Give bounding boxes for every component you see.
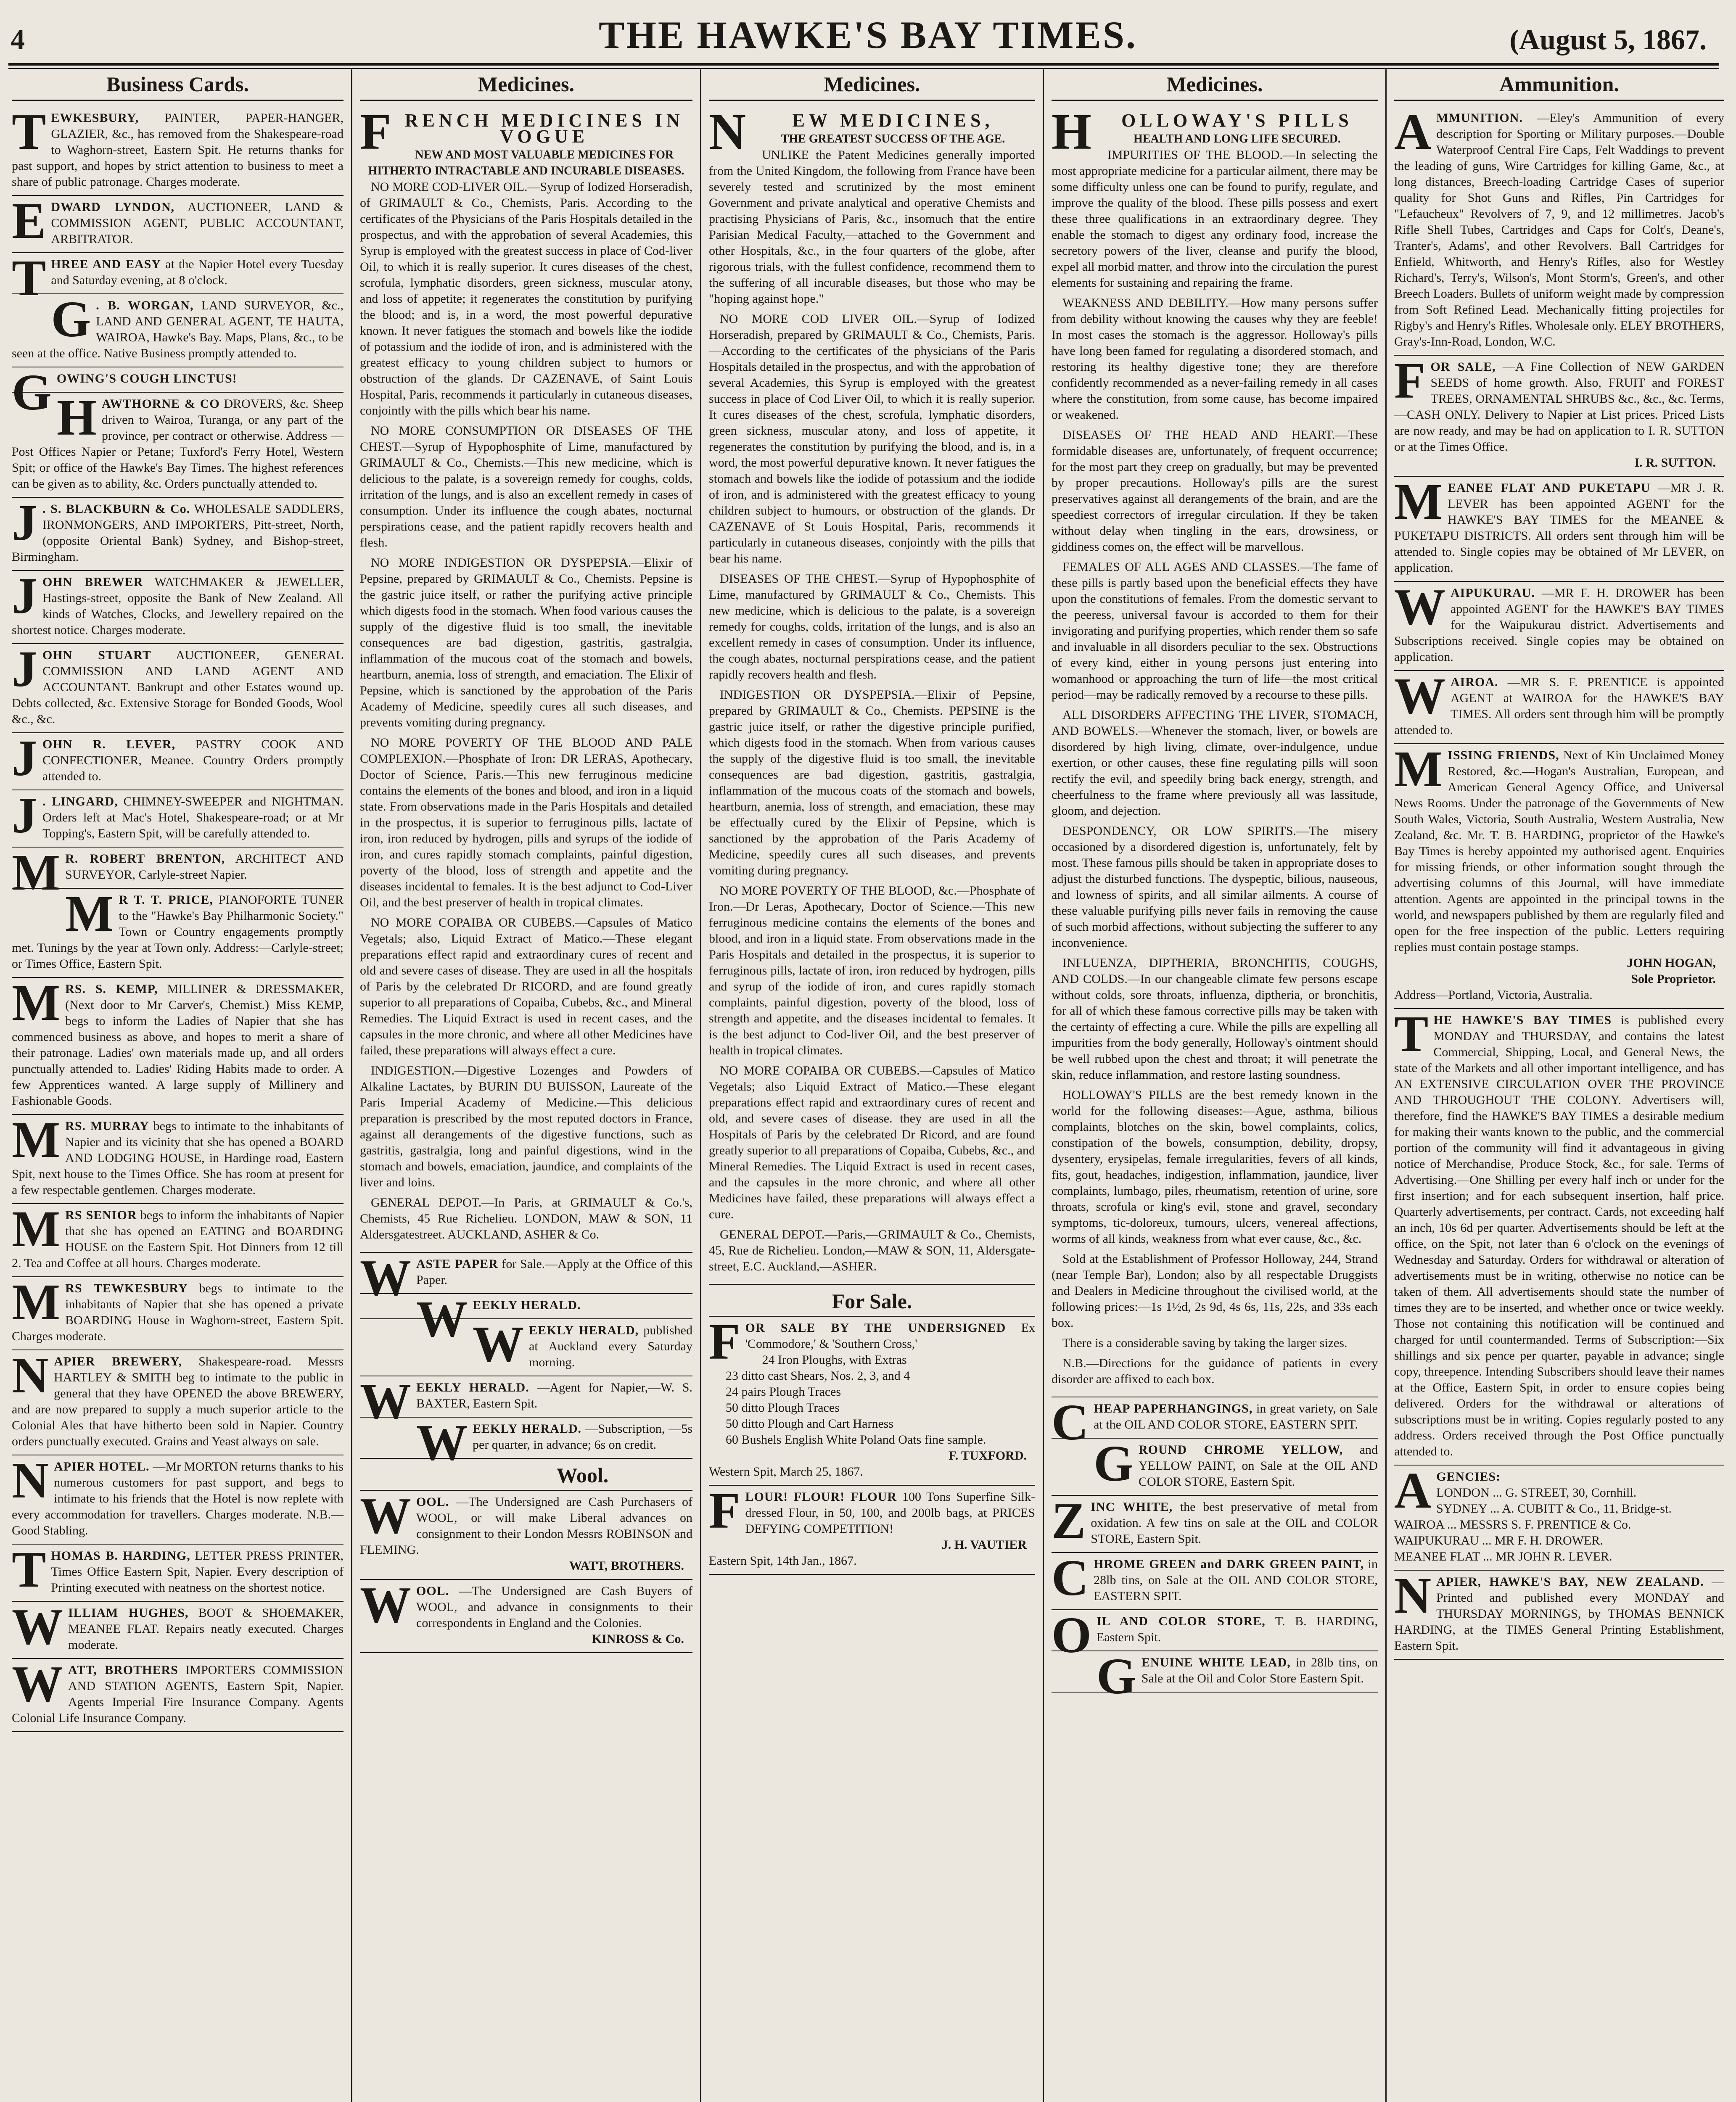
lead-title: RENCH MEDICINES IN VOGUE <box>404 110 684 147</box>
drop-cap: M <box>65 885 114 942</box>
lead-advertisement <box>709 103 1035 1285</box>
drop-cap: C <box>1052 1394 1089 1451</box>
lead-paragraph: INDIGESTION OR DYSPEPSIA.—Elixir of Pepsine, prepared by GRIMAULT & Co., Chemists. PEPSINE is the gastric juice itself, or rather the digestive principle purified, which digests food in the stomach. When from various causes the supply of the digestive fluid is too small, the inevitable consequences are bad digestion, gastritis, gastralgia, inflammation of the mucous coats of the stomach and bowels, heartburn, anemia, loss of strength, and emaciation, these may be effectually cured by the Elixir of Pepsine, which is sanctioned by the approbation of the Paris Academy of Medicine, speedily cures all such diseases, and prevents vomiting during pregnancy. <box>709 688 1035 877</box>
ad-body: AUCTIONEER, GENERAL COMMISSION AND LAND AGENT AND ACCOUNTANT. Bankrupt and other Estates wound up. Debts collected, &c. Extensive Storage for Bonded Goods, Wool &c., &c. <box>12 648 344 726</box>
ad-footer: Western Spit, March 25, 1867. <box>709 1465 863 1479</box>
ad-headline: OHN STUART <box>42 648 151 662</box>
drop-cap: F <box>709 1313 740 1370</box>
ad-headline: GENCIES: <box>1436 1470 1501 1484</box>
advertisement <box>360 1373 692 1430</box>
advertisement <box>12 568 344 644</box>
drop-cap: H <box>1052 103 1091 160</box>
ad-headline: OOL. <box>416 1495 449 1509</box>
ad-signature: WATT, BROTHERS. <box>569 1559 684 1573</box>
ad-list-item: 50 ditto Plough Traces <box>726 1401 840 1415</box>
drop-cap: G <box>12 364 52 421</box>
ad-headline: DWARD LYNDON, <box>51 200 175 214</box>
ad-body: MILLINER & DRESSMAKER, (Next door to Mr Carver's, Chemist.) Miss KEMP, begs to inform the Ladies of Napier that she has commenced business as above, and hopes to merit a share of their patronage. Ladies' own materials made up, and all orders punctually attended to. Ladies' Riding Habits made to order. A few Apprentices wanted. A large supply of Millinery and Fashionable Goods. <box>12 982 344 1108</box>
agency-line: SYDNEY ... A. CUBITT & Co., 11, Bridge-st. <box>1436 1502 1672 1516</box>
ad-body: DROVERS, &c. Sheep driven to Wairoa, Turanga, or any part of the province, per contract or otherwise. Address —Post Offices Napier or Petane; Tuxford's Ferry Hotel, Western Spit; or office of the Hawke's Bay Times. The highest references can be given as to ability, &c. Orders punctually attended to. <box>12 397 344 491</box>
lead-paragraph: NO MORE POVERTY OF THE BLOOD AND PALE COMPLEXION.—Phosphate of Iron: DR LERAS, Apothecary, Doctor of Science, Paris.—This new ferruginous medicine contains the elements of the bones and blood, and iron in a liquid state. From observations made in the Paris Hospitals and detailed in the prospectus, it is superior to ferruginous pills, lactate of iron, iron reduced by hydrogen, pills and syrups of the iodide of iron, and cures rapidly stomach complaints, painful digestion, poverty of the blood, loss of strength and appetite and the diseases incidental to females. It is the best adjunct to Cod-Liver Oil, and the best preserver of health in tropical climates. <box>360 736 692 909</box>
agency-line: WAIROA ... MESSRS S. F. PRENTICE & Co. <box>1394 1518 1631 1532</box>
drop-cap: W <box>360 1373 411 1430</box>
advertisement <box>1394 578 1725 671</box>
drop-cap: M <box>12 1112 61 1168</box>
ad-body: Ex 'Commodore,' & 'Southern Cross,' <box>745 1321 1036 1351</box>
advertisement <box>12 1347 344 1455</box>
advertisement <box>1394 473 1725 582</box>
ad-body: in great variety, on Sale at the OIL AND COLOR STORE, EASTERN SPIT. <box>1094 1402 1378 1431</box>
ad-body: in 28lb tins, on Sale at the Oil and Color Store Eastern Spit. <box>1141 1656 1378 1685</box>
ad-body: published at Auckland every Saturday morning. <box>529 1323 692 1369</box>
ad-headline: HROME GREEN and DARK GREEN PAINT, <box>1094 1557 1364 1571</box>
advertisement <box>360 1487 692 1580</box>
advertisement <box>1052 1648 1378 1705</box>
lead-subtitle: HEALTH AND LONG LIFE SECURED. <box>1133 132 1341 145</box>
drop-cap: M <box>1394 473 1443 530</box>
ad-body: at the Napier Hotel every Tuesday and Saturday evening, at 8 o'clock. <box>51 257 344 287</box>
column-heading: Medicines. <box>360 69 692 101</box>
ad-headline: HEAP PAPERHANGINGS, <box>1094 1402 1253 1415</box>
drop-cap: W <box>473 1316 524 1373</box>
lead-paragraph: NO MORE COPAIBA OR CUBEBS.—Capsules of Matico Vegetals; also Liquid Extract of Matico.—These elegant preparations effect rapid and extraordinary cures of recent and old, and severe cases of disease. they are used in all the Hospitals of Paris by the celebrated Dr Ricord, and are found greatly superior to all preparations of Copaiba, Cubebs, &c., and Mineral Remedies. The Liquid Extract is used in recent cases, and the capsules in the more chronic, and where all other Medicines have failed, these preparations will always effect a cure. <box>709 1064 1035 1221</box>
ad-headline: ROUND CHROME YELLOW, <box>1139 1443 1343 1457</box>
advertisement <box>709 1482 1036 1575</box>
drop-cap: J <box>12 641 37 697</box>
ad-body: —Eley's Ammunition of every description for Sporting or Military purposes.—Double Waterproof Central Fire Caps, Felt Waddings to prevent the leading of guns, Wire Cartridges for killing Game, &c., at long distances, Breech-loading Cartridge Cases of superior quality for Shot Guns and Rifles, Pin Cartridges for "Lefaucheux" Revolvers of 7, 9, and 12 millimetres. Jacob's Rifle Shell Tubes, Cartridges and Caps for Colt's, Deane's, Tranter's, Adams', and other Revolvers. Ball Cartridges for Enfield, Whitworth, and Henry's Rifles, also for Westley Richard's, Terry's, Wilson's, Mont Storm's, Green's, and other Breech Loaders. Bullets of uniform weight made by compression from Soft Refined Lead. Mechanically fitting projectiles for Rigby's and Henry's Rifles. Wholesale only. ELEY BROTHERS, Gray's-Inn-Road, London, W.C. <box>1394 111 1725 349</box>
lead-paragraph: UNLIKE the Patent Medicines generally imported from the United Kingdom, the following from France have been severely tested and scrutinized by the most eminent Government and private analytical and operative Chemists and practising Physicians of Paris, &c., insomuch that the entire Parisian Medical Faculty,—attached to the Government and other Hospitals, &c., in the four quarters of the globe, after rigorous trials, with the fullest confidence, recommend them to the suffering of all incurable diseases, but those who may be "hoping against hope." <box>709 148 1035 306</box>
advertisement <box>1052 1550 1378 1610</box>
lead-paragraph: INDIGESTION.—Digestive Lozenges and Powders of Alkaline Lactates, by BURIN DU BUISSON, Laureate of the Paris Imperial Academy of Medicine.—This delicious preparation is prescribed by the most reputed doctors in France, against all derangements of the digestive functions, such as gastritis, gastralgia, long and painful digestions, wind in the stomach and bowels, emaciation, jaundice, and complaints of the liver and loins. <box>360 1064 692 1189</box>
ad-headline: RS TEWKESBURY <box>65 1281 188 1295</box>
drop-cap: W <box>12 1656 63 1712</box>
page-title: THE HAWKE'S BAY TIMES. <box>599 13 1137 56</box>
column-business-cards <box>4 69 351 2102</box>
ad-body: —MR J. R. LEVER has been appointed AGENT for the HAWKE'S BAY TIMES for the MEANEE & PUKETAPU DISTRICTS. All orders sent through him will be attended to. Single copies may be obtained of Mr LEVER, on application. <box>1394 481 1725 575</box>
ad-body: ARCHITECT AND SURVEYOR, Carlyle-street Napier. <box>65 852 344 882</box>
ad-headline: EEKLY HERALD, <box>529 1323 639 1337</box>
ad-body: —Mr MORTON returns thanks to his numerous customers for past support, and begs to intimate to his friends that the Hotel is now replete with every accommodation for travellers. Charges moderate. N.B.—Good Stabling. <box>12 1460 344 1537</box>
advertisement <box>1052 1492 1378 1553</box>
column-medicines-3 <box>1043 69 1385 2102</box>
ad-headline: EEKLY HERALD. <box>473 1422 582 1436</box>
ad-body: BOOT & SHOEMAKER, MEANEE FLAT. Repairs neatly executed. Charges moderate. <box>68 1606 344 1652</box>
ad-headline: HREE AND EASY <box>51 257 161 271</box>
ad-body: —A Fine Collection of NEW GARDEN SEEDS of home growth. Also, FRUIT and FOREST TREES, ORNAMENTAL SHRUBS &c., &c., &c. Terms,—CASH ONLY. Delivery to Napier at List prices. Priced Lists are now ready, and may be had on application to I. R. SUTTON or at the Times Office. <box>1394 360 1725 454</box>
section-heading-for-sale: For Sale. <box>709 1285 1035 1317</box>
ad-headline: ATT, BROTHERS <box>68 1663 178 1677</box>
advertisement <box>1394 1567 1724 1660</box>
masthead-rule-thin <box>8 68 1719 69</box>
agency-line: LONDON ... G. STREET, 30, Cornhill. <box>1436 1486 1637 1500</box>
drop-cap: T <box>12 250 46 306</box>
ad-headline: HOMAS B. HARDING, <box>51 1549 190 1563</box>
ad-headline: EWKESBURY, <box>51 111 139 125</box>
ad-headline: APIER, HAWKE'S BAY, NEW ZEALAND. <box>1436 1575 1704 1589</box>
ad-headline: OR SALE, <box>1430 360 1496 374</box>
ad-body: —MR F. H. DROWER has been appointed AGENT for the HAWKE'S BAY TIMES for the Waipukurau district. Advertisements and Subscriptions received. Single copies may be obtained on application. <box>1394 586 1725 664</box>
ad-headline: RS SENIOR <box>65 1208 137 1222</box>
section-heading-wool: Wool. <box>360 1459 692 1491</box>
drop-cap: J <box>12 730 37 787</box>
ad-headline: APIER BREWERY, <box>54 1355 182 1368</box>
drop-cap: W <box>416 1291 468 1347</box>
ad-headline: AIPUKURAU. <box>1451 586 1535 600</box>
lead-paragraph: DESPONDENCY, OR LOW SPIRITS.—The misery occasioned by a disordered digestion is, unfortunately, felt by most. These famous pills should be taken in appropriate doses to adjust the disturbed functions. The dyspeptic, bilious, nauseous, and lowness of spirits, and all similar ailments. A course of these valuable purifying pills never fails in removing the cause of such morbid affections, without subjecting the sufferer to any inconvenience. <box>1052 824 1378 950</box>
ad-body: for Sale.—Apply at the Office of this Paper. <box>416 1257 693 1287</box>
drop-cap: M <box>12 1201 61 1257</box>
column-medicines-2 <box>700 69 1043 2102</box>
column-ammunition <box>1385 69 1732 2102</box>
ad-headline: HE HAWKE'S BAY TIMES <box>1433 1013 1612 1027</box>
ad-body: and YELLOW PAINT, on Sale at the OIL AND COLOR STORE, Eastern Spit. <box>1139 1443 1378 1489</box>
ad-headline: LOUR! FLOUR! FLOUR <box>745 1490 897 1504</box>
drop-cap: T <box>12 1541 46 1598</box>
issue-date: (August 5, 1867. <box>1509 24 1707 55</box>
ad-body: —MR S. F. PRENTICE is appointed AGENT at WAIROA for the HAWKE'S BAY TIMES. All orders sent through him will be promptly attended to. <box>1394 675 1725 737</box>
ad-headline: R. ROBERT BRENTON, <box>65 852 225 866</box>
ad-body: 100 Tons Superfine Silk-dressed Flour, in 50, 100, and 200lb bags, at PRICES DEFYING COMPETITION! <box>745 1490 1036 1536</box>
column-heading: Ammunition. <box>1394 69 1724 101</box>
advertisement <box>1394 668 1725 744</box>
drop-cap: E <box>12 193 46 249</box>
lead-paragraph: GENERAL DEPOT.—In Paris, at GRIMAULT & Co.'s, Chemists, 45 Rue Richelieu. LONDON, MAW & SON, 11 Aldersgatestreet. AUCKLAND, ASHER & Co. <box>360 1196 692 1241</box>
ad-signature: I. R. SUTTON. <box>1634 456 1716 470</box>
ad-body: is published every MONDAY and THURSDAY, and contains the latest Commercial, Shipping, Local, and General News, the state of the Markets and all other important intelligence, and has AN EXTENSIVE CIRCULATION OVER THE PROVINCE AND THROUGHOUT THE COLONY. Advertisers will, therefore, find the HAWKE'S BAY TIMES a desirable medium for making their wants known to the public, and the commercial portion of the community will find it advantageous in giving notice of Merchandise, Produce Stock, &c., for sale. Terms of Advertising.—One Shilling per every half inch or under for the first insertion; and for each subsequent insertion, half price. Quarterly advertisements, per contract. Cards, not exceeding half an inch, 10s 6d per quarter. Advertisements should be left at the office, on the Spit, not later than 6 o'clock on the evenings of Wednesday and Saturday. Orders for withdrawal or alteration of advertisements must be in writing, otherwise no notice can be taken of them. All advertisements should state the number of times they are to be inserted, and whether once or twice weekly. Those not containing this notification will be continued and charged for until countermanded. Terms of Subscription:—Six shillings and six pence per quarter, payable in advance; single copy, threepence. Intending Subscribers should leave their names at the Office, Eastern Spit, in order to ensure copies being delivered. Orders for the withdrawal or alterations of subscriptions must be in writing. Copies regularly posted to any address. Orders received through the Post Office punctually attended to. <box>1394 1013 1725 1458</box>
ad-headline: OWING'S COUGH LINCTUS! <box>56 372 237 386</box>
drop-cap: M <box>1394 741 1443 797</box>
ad-body: CHIMNEY-SWEEPER and NIGHTMAN. Orders left at Mac's Hotel, Shakespeare-road; or at Mr Topping's, Eastern Spit, will be carefully attended to. <box>42 795 344 840</box>
ad-headline: . LINGARD, <box>42 795 118 808</box>
drop-cap: N <box>12 1452 49 1509</box>
ad-headline: RS. MURRAY <box>65 1119 149 1133</box>
ad-body: PIANOFORTE TUNER to the "Hawke's Bay Philharmonic Society." Town or Country engagements promptly met. Tunings by the year at Town only. Address:—Carlyle-street; or Times Office, Eastern Spit. <box>12 893 344 971</box>
masthead <box>0 0 1736 63</box>
ad-headline: R T. T. PRICE, <box>119 893 213 907</box>
ad-body: in 28lb tins, on Sale at the OIL AND COLOR STORE, EASTERN SPIT. <box>1094 1557 1378 1603</box>
ad-signature: J. H. VAUTIER <box>941 1538 1027 1552</box>
ad-body: WHOLESALE SADDLERS, IRONMONGERS, AND IMPORTERS, Pitt-street, North, (opposite Oriental Bank) Sydney, and Bishop-street, Birmingham. <box>12 502 344 564</box>
advertisement <box>12 1112 344 1204</box>
advertisement <box>12 494 344 571</box>
drop-cap: N <box>709 103 746 160</box>
drop-cap: W <box>360 1576 411 1633</box>
ad-signature-title: Sole Proprietor. <box>1631 972 1716 986</box>
drop-cap: W <box>360 1249 411 1306</box>
ad-body: the best preservative of metal from oxidation. A few tins on sale at the OIL and COLOR STORE, Eastern Spit. <box>1091 1500 1378 1546</box>
drop-cap: M <box>12 974 61 1031</box>
ad-body: PAINTER, PAPER-HANGER, GLAZIER, &c., has removed from the Shakespeare-road to Waghorn-street, Eastern Spit. He returns thanks for past support, and hopes by strict attention to business to meet a share of public patronage. Charges moderate. <box>12 111 344 189</box>
lead-paragraph: INFLUENZA, DIPTHERIA, BRONCHITIS, COUGHS, AND COLDS.—In our changeable climate few persons escape without colds, sore throats, influenza, diptheria, or bronchitis, for all of which these famous corrective pills may be taken with the certainty of effecting a cure. While the pills are expelling all impurities from the body generally, Holloway's ointment should be well rubbed upon the chest and throat; it will penetrate the skin, reduce inflammation, and restore lasting soundness. <box>1052 956 1378 1082</box>
ad-body: begs to intimate to the inhabitants of Napier and its vicinity that she has opened a BOARD AND LODGING HOUSE, in Hardinge road, Eastern Spit, next house to the Times Office. She has room at present for a few respectable gentlemen. Charges moderate. <box>12 1119 344 1197</box>
ad-headline: EANEE FLAT AND PUKETAPU <box>1448 481 1651 495</box>
ad-headline: INC WHITE, <box>1091 1500 1173 1514</box>
ad-headline: MMUNITION. <box>1436 111 1523 125</box>
drop-cap: N <box>1394 1567 1432 1624</box>
drop-cap: Z <box>1052 1492 1086 1549</box>
ad-headline: EEKLY HERALD. <box>416 1381 529 1394</box>
advertisement <box>12 641 344 733</box>
drop-cap: J <box>12 568 37 624</box>
advertisement <box>709 1313 1036 1486</box>
lead-subtitle: THE GREATEST SUCCESS OF THE AGE. <box>781 132 1005 145</box>
lead-paragraph: Sold at the Establishment of Professor Holloway, 244, Strand (near Temple Bar), London; also by all respectable Druggists and Dealers in Medicine throughout the civilised world, at the following prices:—1s 1½d, 2s 9d, 4s 6s, 11s, 22s, and 33s each box. <box>1052 1252 1378 1330</box>
ad-headline: IL AND COLOR STORE, <box>1096 1614 1266 1628</box>
advertisement <box>1394 1462 1724 1571</box>
ad-headline: ASTE PAPER <box>416 1257 498 1271</box>
drop-cap: M <box>12 1274 61 1331</box>
drop-cap: O <box>1052 1607 1091 1664</box>
column-medicines-1 <box>351 69 700 2102</box>
ad-body: Shakespeare-road. Messrs HARTLEY & SMITH beg to intimate to the public in general that they have OPENED the above BREWERY, and are now prepared to supply a much superior article to the Colonial Ales that have hitherto been sold in Napier. Country orders punctually executed. Grains and Yeast always on sale. <box>12 1355 344 1448</box>
ad-headline: . S. BLACKBURN & Co. <box>42 502 190 516</box>
lead-paragraph: NO MORE COD-LIVER OIL.—Syrup of Iodized Horseradish, of GRIMAULT & Co., Chemists, Paris. According to the certificates of the Physicians of the Paris Hospitals detailed in the prospectus, and with the approbation of several Academies, this Syrup is employed with the greatest success in place of Cod-liver Oil, to which it is really superior. It cures diseases of the chest, scrofula, lymphatic disorders, green sickness, muscular atony, and loss of appetite; it regenerates the constitution by purifying the blood; and is, in a word, the most powerful depurative known. It never fatigues the stomach and bowels like the iodide of potassium and the iodide of iron, and is administered with the greatest efficacy to young children subject to humors or obstruction of the glands. Dr CAZENAVE, of Saint Louis Hospital, Paris, recommends it particularly in cutaneous diseases, conjointly with the pills which bear his name. <box>360 180 692 417</box>
drop-cap: W <box>1394 578 1445 635</box>
advertisement <box>12 885 344 978</box>
ad-body: IMPORTERS COMMISSION AND STATION AGENTS, Eastern Spit, Napier. Agents Imperial Fire Insurance Company. Agents Colonial Life Insurance Company. <box>12 1663 344 1725</box>
advertisement <box>12 730 344 790</box>
ad-body: LAND SURVEYOR, &c., LAND AND GENERAL AGENT, TE HAUTA, WAIROA, Hawke's Bay. Maps, Plans, &c., to be seen at the office. Native Business promptly attended to. <box>12 298 344 360</box>
drop-cap: F <box>360 103 391 160</box>
ad-body: AUCTIONEER, LAND & COMMISSION AGENT, PUBLIC ACCOUNTANT, ARBITRATOR. <box>51 200 344 246</box>
ad-body: —The Undersigned are Cash Buyers of WOOL, and advance in consignments to their correspondents in England and the Colonies. <box>416 1584 692 1630</box>
ad-body: —Printed and published every MONDAY and THURSDAY MORNINGS, by THOMAS BENNICK HARDING, at the TIMES General Printing Establishment, Eastern Spit. <box>1394 1575 1724 1653</box>
drop-cap: W <box>1394 668 1445 724</box>
lead-advertisement <box>1052 103 1378 1397</box>
ad-headline: AIROA. <box>1451 675 1498 689</box>
drop-cap: W <box>12 1598 63 1655</box>
lead-paragraph: HOLLOWAY'S PILLS are the best remedy known in the world for the following diseases:—Ague, asthma, bilious complaints, blotches on the skin, bowel complaints, colics, constipation of the bowels, consumption, debility, dropsy, dysentery, erysipelas, female irregularities, fevers of all kinds, fits, gout, headaches, indigestion, inflammation, jaundice, liver complaints, lumbago, piles, rheumatism, retention of urine, sore throats, scrofula or king's evil, stone and gravel, secondary symptoms, tic-doloreux, tumours, ulcers, venereal affections, worms of all kinds, weakness from what ever cause, &c., &c. <box>1052 1088 1378 1246</box>
drop-cap: T <box>1394 1006 1429 1062</box>
lead-paragraph: DISEASES OF THE HEAD AND HEART.—These formidable diseases are, unfortunately, of frequent occurrence; for the most part they creep on gradually, but may be prevented by proper precautions. Holloway's pills are the surest preservatives against all derangements of the brain, and are the speediest correctors of irregular circulation. If they be taken without delay when tingling in the ears, drowsiness, or giddiness comes on, the effect will be marvellous. <box>1052 428 1378 554</box>
masthead-rule <box>8 63 1719 66</box>
lead-paragraph: GENERAL DEPOT.—Paris,—GRIMAULT & Co., Chemists, 45, Rue de Richelieu. London,—MAW & SON, 11, Aldersgate-street, E.C. Auckland,—ASHER. <box>709 1228 1035 1273</box>
advertisement <box>360 1576 692 1653</box>
column-heading: Medicines. <box>1052 69 1378 101</box>
ad-footer: Eastern Spit, 14th Jan., 1867. <box>709 1554 857 1568</box>
agency-line: WAIPUKURAU ... MR F. H. DROWER. <box>1394 1534 1603 1547</box>
drop-cap: G <box>1094 1435 1134 1492</box>
drop-cap: F <box>1394 352 1426 409</box>
ad-headline: EEKLY HERALD. <box>473 1298 581 1312</box>
advertisement <box>1394 352 1725 477</box>
advertisement <box>360 1316 692 1376</box>
ad-body: begs to intimate to the inhabitants of Napier that she has opened a private BOARDING House in Waghorn-street, Eastern Spit. Charges moderate. <box>12 1281 344 1343</box>
drop-cap: G <box>51 291 91 348</box>
drop-cap: W <box>360 1487 411 1544</box>
ad-headline: APIER HOTEL. <box>54 1460 150 1474</box>
ad-body: —Agent for Napier,—W. S. BAXTER, Eastern Spit. <box>416 1381 692 1410</box>
ad-body: PASTRY COOK AND CONFECTIONER, Meanee. Country Orders promptly attended to. <box>42 737 344 783</box>
drop-cap: A <box>1394 1462 1432 1519</box>
ad-headline: RS. S. KEMP, <box>65 982 158 996</box>
ad-headline: OHN R. LEVER, <box>42 737 176 751</box>
advertisement <box>12 1541 344 1602</box>
agency-line: MEANEE FLAT ... MR JOHN R. LEVER. <box>1394 1550 1612 1563</box>
ad-list-item: 50 ditto Plough and Cart Harness <box>726 1417 894 1431</box>
lead-paragraph: NO MORE INDIGESTION OR DYSPEPSIA.—Elixir of Pepsine, prepared by GRIMAULT & Co., Chemists. Pepsine is the gastric juice itself, or rather the purifying active principle which digests food in the stomach. When food various causes the supply of the digestive fluid is too small, the inevitable consequences are bad digestion, gastritis, gastralgia, inflammation of the mucous coat of the stomach and bowels, heartburn, anemia, loss of strength, and emaciation. The Elixir of Pepsine, which is sanctioned by the approbation of the Paris Academy of Medicine, speedily cures all such diseases, and prevents vomiting during pregnancy. <box>360 556 692 729</box>
ad-headline: ISSING FRIENDS, <box>1448 748 1559 762</box>
lead-paragraph: DISEASES OF THE CHEST.—Syrup of Hypophosphite of Lime, manufactured by GRIMAULT & Co., Chemists. This new medicine, which is delicious to the palate, is a sovereign remedy for coughs, colds, irritation of the lungs, and is also an excellent remedy in cases of consumption. Under its influence, the cough abates, nocturnal perspirations cease, and the patient rapidly recovers health and flesh. <box>709 572 1035 681</box>
advertisement <box>12 787 344 848</box>
drop-cap: C <box>1052 1550 1089 1606</box>
page-number: 4 <box>11 24 25 55</box>
lead-title: OLLOWAY'S PILLS <box>1121 110 1353 131</box>
lead-paragraph: IMPURITIES OF THE BLOOD.—In selecting the most appropriate medicine for a particular ailment, there may be some difficulty unless one can be found to purify, regulate, and improve the quality of the blood. These pills possess and exert these three qualifications in an extraordinary degree. They enable the stomach to digest any ordinary food, increase the secretory powers of the liver, cleanse and purify the blood, expel all morbid matter, and throw into the circulation the purest elements for sustaining and repairing the frame. <box>1052 148 1378 290</box>
ad-headline: OHN BREWER <box>42 575 143 589</box>
column-heading: Business Cards. <box>12 69 344 101</box>
drop-cap: G <box>1096 1648 1136 1705</box>
ad-body: LETTER PRESS PRINTER, Times Office Eastern Spit, Napier. Every description of Printing executed with neatness on the shortest notice. <box>51 1549 344 1595</box>
ad-list-item: 23 ditto cast Shears, Nos. 2, 3, and 4 <box>726 1369 910 1383</box>
drop-cap: W <box>416 1414 468 1471</box>
advertisement <box>1394 103 1725 356</box>
ad-body: T. B. HARDING, Eastern Spit. <box>1096 1614 1378 1644</box>
lead-paragraph: FEMALES OF ALL AGES AND CLASSES.—The fame of these pills is partly based upon the beneficial effects they have upon the constitutions of females. From the domestic servant to the peeress, universal favour is accorded to them for their invigorating and purifying properties, which render them so safe and invaluable in all disorders peculiar to the sex. Obstructions of every kind, either in young persons just entering into womanhood or approaching the turn of life—the most critical period—may be radically removed by a recourse to these pills. <box>1052 560 1378 702</box>
lead-subtitle: NEW AND MOST VALUABLE MEDICINES FOR HITHERTO INTRACTABLE AND INCURABLE DISEASES. <box>368 148 684 177</box>
drop-cap: N <box>12 1347 49 1404</box>
ad-signature: KINROSS & Co. <box>592 1632 684 1646</box>
advertisement <box>12 1452 344 1545</box>
ad-body: —Subscription, —5s per quarter, in advance; 6s on credit. <box>473 1422 692 1452</box>
lead-paragraph: NO MORE COPAIBA OR CUBEBS.—Capsules of Matico Vegetals; also, Liquid Extract of Matico.—These elegant preparations effect rapid and extraordinary cures of recent and old and severe cases of disease. They are used in all the hospitals of Paris by the celebrated Dr RICORD, and are found greatly superior to all preparations of Copaiba, Cubebs, &c., and Mineral Remedies. The Liquid Extract is used in recent cases, and the capsules in the more chronic, and where all other Medicines have failed, these preparations will always effect a cure. <box>360 916 692 1057</box>
ad-body: —The Undersigned are Cash Purchasers of WOOL, or will make Liberal advances on consignment to their London Messrs ROBINSON and FLEMING. <box>360 1495 692 1557</box>
ad-signature: F. TUXFORD. <box>949 1449 1027 1463</box>
advertisement <box>12 1598 344 1659</box>
ad-signature: JOHN HOGAN, <box>1627 956 1716 970</box>
drop-cap: F <box>709 1482 740 1539</box>
ad-list-item: 24 pairs Plough Traces <box>726 1385 841 1399</box>
advertisement <box>1394 1006 1725 1466</box>
ad-headline: ENUINE WHITE LEAD, <box>1141 1656 1291 1669</box>
drop-cap: A <box>1394 103 1432 160</box>
advertisement <box>12 193 344 253</box>
advertisement <box>1052 1435 1378 1496</box>
drop-cap: J <box>12 787 37 844</box>
column-heading: Medicines. <box>709 69 1035 101</box>
advertisement <box>12 1656 344 1732</box>
lead-paragraph: NO MORE COD LIVER OIL.—Syrup of Iodized Horseradish, prepared by GRIMAULT & Co., Chemists, Paris.—According to the certificates of the physicians of the Paris Hospitals detailed in the prospectus, and with the approbation of several Academies, this Syrup is employed with the greatest success in place of Cod Liver Oil, to which it is really superior. It cures diseases of the chest, scrofula, lymphatic disorders, green sickness, muscular atony, and loss of appetite, it regenerates the constitution by purifying the blood, and is, in a word, the most powerful depurative known. It never fatigues the stomach and bowels like the iodide of potassium and the iodide of iron, and is administered with the greatest efficacy to young children subject to humours, or obstruction of the glands. Dr CAZENAVE of St Louis Hospital, Paris, recommends it particularly in cutaneous diseases, conjointly with the pills that bear his name. <box>709 312 1035 565</box>
ad-body: WATCHMAKER & JEWELLER, Hastings-street, opposite the Bank of New Zealand. All kinds of Watches, Clocks, and Jewellery repaired on the shortest notice. Charges moderate. <box>12 575 344 637</box>
ad-body: begs to inform the inhabitants of Napier that she has opened an EATING and BOARDING HOUSE on the Eastern Spit. Hot Dinners from 12 till 2. Tea and Coffee at all hours. Charges moderate. <box>12 1208 344 1270</box>
advertisement <box>12 974 344 1115</box>
advertisement <box>12 389 344 498</box>
drop-cap: H <box>56 389 97 446</box>
lead-paragraph: N.B.—Directions for the guidance of patients in every disorder are affixed to each box. <box>1052 1356 1378 1386</box>
lead-title: EW MEDICINES, <box>792 110 994 131</box>
advertisement <box>12 1274 344 1350</box>
ad-footer: Address—Portland, Victoria, Australia. <box>1394 988 1593 1002</box>
drop-cap: M <box>12 844 61 901</box>
ad-list-item: 60 Bushels English White Poland Oats fine sample. <box>726 1433 986 1447</box>
ad-headline: ILLIAM HUGHES, <box>68 1606 189 1620</box>
lead-paragraph: There is a considerable saving by taking the larger sizes. <box>1062 1336 1348 1350</box>
ad-headline: OOL. <box>416 1584 449 1598</box>
advertisement <box>12 103 344 196</box>
ad-headline: AWTHORNE & CO <box>101 397 220 411</box>
lead-paragraph: ALL DISORDERS AFFECTING THE LIVER, STOMACH, AND BOWELS.—Whenever the stomach, liver, or bowels are disordered by high living, climate, over-indulgence, undue exertion, or other causes, these fine regulating pills will soon rectify the evil, and speedily bring back energy, strength, and cheerfulness to the frame where previously all was lassitude, gloom, and dejection. <box>1052 708 1378 818</box>
lead-paragraph: NO MORE POVERTY OF THE BLOOD, &c.—Phosphate of Iron.—Dr Leras, Apothecary, Doctor of Science.—This new ferruginous medicine contains the elements of the bones and blood, and iron in a liquid state. From observations made in the Paris Hospitals and detailed in the prospectus, it is superior to ferruginous pills, lactate of iron, iron reduced by hydrogen, pills and syrup of the iodide of iron, and cures rapidly stomach complaints, painful digestion, poverty of the blood, loss of strength and appetite, and the diseases incidental to females. It is the best adjunct to Cod-liver Oil, and the best preserver of health in tropical climates. <box>709 884 1035 1057</box>
advertisement <box>1394 741 1724 1009</box>
lead-advertisement <box>360 103 692 1253</box>
lead-paragraph: NO MORE CONSUMPTION OR DISEASES OF THE CHEST.—Syrup of Hypophosphite of Lime, manufactured by GRIMAULT & Co., Chemists.—This new medicine, which is delicious to the palate, is a sovereign remedy for coughs, colds, irritation of the lungs, and is also an excellent remedy in cases of consumption. Under its influence the cough abates, nocturnal perspirations cease, and the patient rapidly recovers health and flesh. <box>360 424 692 549</box>
ad-body: Next of Kin Unclaimed Money Restored, &c.—Hogan's Australian, European, and American General Agency Office, and Universal News Rooms. Under the patronage of the Governments of New South Wales, Victoria, South Australia, Western Australia, New Zealand, &c. Mr. T. B. HARDING, proprietor of the Hawke's Bay Times is hereby appointed my authorised agent. Enquiries for missing friends, or other information sought through the advertising columns of this Journal, will have immediate attention. Agents are appointed in the principal towns in the world, and newspapers published by them are regularly filed and open for the free inspection of the public. Letters requiring replies must contain postage stamps. <box>1394 748 1724 954</box>
drop-cap: T <box>12 103 46 160</box>
drop-cap: J <box>12 494 37 551</box>
lead-paragraph: WEAKNESS AND DEBILITY.—How many persons suffer from debility without knowing the causes why they are feeble! In most cases the stomach is the aggressor. Holloway's pills have long been famed for regulating a disordered stomach, and restoring its healthy digestive tone; they are therefore confidently recommended as a never-failing remedy in all cases where the constitution, from some cause, has become impaired or weakened. <box>1052 296 1378 422</box>
ad-list-item: 24 Iron Ploughs, with Extras <box>762 1353 907 1367</box>
advertisement <box>12 291 344 367</box>
ad-headline: . B. WORGAN, <box>96 298 194 312</box>
advertisement <box>12 1201 344 1277</box>
ad-headline: OR SALE BY THE UNDERSIGNED <box>745 1321 1006 1335</box>
